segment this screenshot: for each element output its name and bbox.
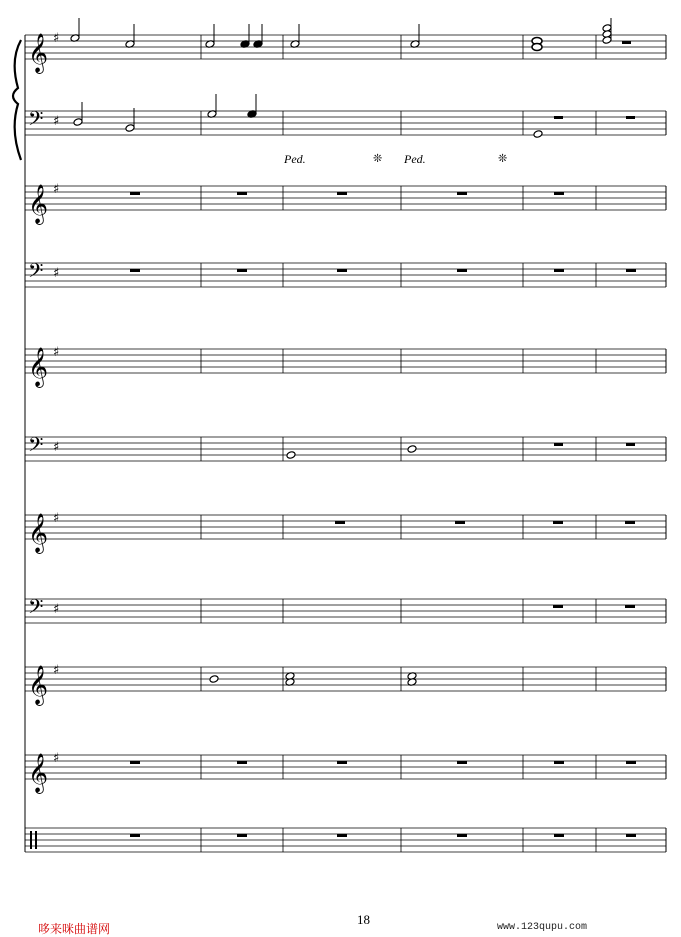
whole-rest bbox=[457, 192, 467, 195]
whole-rest bbox=[130, 761, 140, 764]
percussion-clef-icon bbox=[35, 831, 37, 849]
whole-rest bbox=[130, 834, 140, 837]
whole-rest bbox=[455, 521, 465, 524]
whole-rest bbox=[625, 521, 635, 524]
bass-clef-icon: 𝄢 bbox=[28, 595, 44, 623]
whole-rest bbox=[337, 192, 347, 195]
sharp-icon: ♯ bbox=[53, 751, 60, 766]
whole-rest bbox=[554, 116, 563, 119]
whole-rest bbox=[626, 269, 636, 272]
sharp-icon: ♯ bbox=[53, 266, 60, 281]
pedal-mark-1: Ped. bbox=[284, 152, 306, 166]
treble-clef-icon: 𝄞 bbox=[28, 753, 49, 793]
whole-rest bbox=[337, 761, 347, 764]
sharp-icon: ♯ bbox=[53, 31, 60, 46]
pedal-release-2: ❊ bbox=[498, 152, 508, 165]
whole-rest bbox=[553, 605, 563, 608]
page-number: 18 bbox=[357, 912, 370, 927]
notehead bbox=[125, 124, 135, 133]
sharp-icon: ♯ bbox=[53, 663, 60, 678]
whole-rest bbox=[337, 834, 347, 837]
sharp-icon: ♯ bbox=[53, 114, 60, 129]
whole-rest bbox=[626, 443, 635, 446]
whole-rest bbox=[553, 521, 563, 524]
notehead bbox=[602, 36, 612, 45]
treble-clef-icon: 𝄞 bbox=[28, 33, 49, 73]
sharp-icon: ♯ bbox=[53, 345, 60, 360]
piano-brace bbox=[13, 40, 21, 160]
notehead bbox=[407, 445, 417, 454]
whole-rest bbox=[626, 116, 635, 119]
whole-rest bbox=[457, 761, 467, 764]
percussion-clef-icon bbox=[30, 831, 32, 849]
whole-rest bbox=[130, 192, 140, 195]
treble-clef-icon: 𝄞 bbox=[28, 347, 49, 387]
notehead bbox=[209, 675, 219, 684]
pedal-mark-2: Ped. bbox=[404, 152, 426, 166]
treble-clef-icon: 𝄞 bbox=[28, 665, 49, 705]
site-name: 哆来咪曲谱网 bbox=[38, 922, 111, 936]
pedal-markings bbox=[283, 152, 507, 166]
whole-rest bbox=[457, 269, 467, 272]
whole-rest bbox=[237, 192, 247, 195]
half-rest bbox=[622, 41, 631, 44]
whole-rest bbox=[335, 521, 345, 524]
whole-rest bbox=[237, 761, 247, 764]
score-staves bbox=[25, 18, 666, 852]
whole-rest bbox=[626, 834, 636, 837]
pedal-release-1: ❊ bbox=[373, 152, 383, 165]
treble-clef-icon: 𝄞 bbox=[28, 513, 49, 553]
treble-clef-icon: 𝄞 bbox=[28, 184, 49, 224]
whole-rest bbox=[337, 269, 347, 272]
sharp-icon: ♯ bbox=[53, 182, 60, 197]
bass-clef-icon: 𝄢 bbox=[28, 259, 44, 287]
sharp-icon: ♯ bbox=[53, 511, 60, 526]
sharp-icon: ♯ bbox=[53, 440, 60, 455]
whole-rest bbox=[237, 269, 247, 272]
sharp-icon: ♯ bbox=[53, 602, 60, 617]
whole-note bbox=[532, 44, 542, 51]
notehead bbox=[73, 118, 83, 127]
bass-clef-icon: 𝄢 bbox=[28, 107, 44, 135]
whole-rest bbox=[237, 834, 247, 837]
whole-rest bbox=[626, 761, 636, 764]
notehead bbox=[286, 451, 296, 460]
site-url: www.123qupu.com bbox=[497, 922, 588, 933]
whole-rest bbox=[625, 605, 635, 608]
whole-rest bbox=[130, 269, 140, 272]
whole-rest bbox=[554, 269, 564, 272]
notehead bbox=[533, 130, 543, 139]
whole-rest bbox=[554, 443, 563, 446]
whole-rest bbox=[554, 834, 564, 837]
whole-rest bbox=[457, 834, 467, 837]
whole-rest bbox=[554, 761, 564, 764]
bass-clef-icon: 𝄢 bbox=[28, 433, 44, 461]
whole-rest bbox=[554, 192, 564, 195]
